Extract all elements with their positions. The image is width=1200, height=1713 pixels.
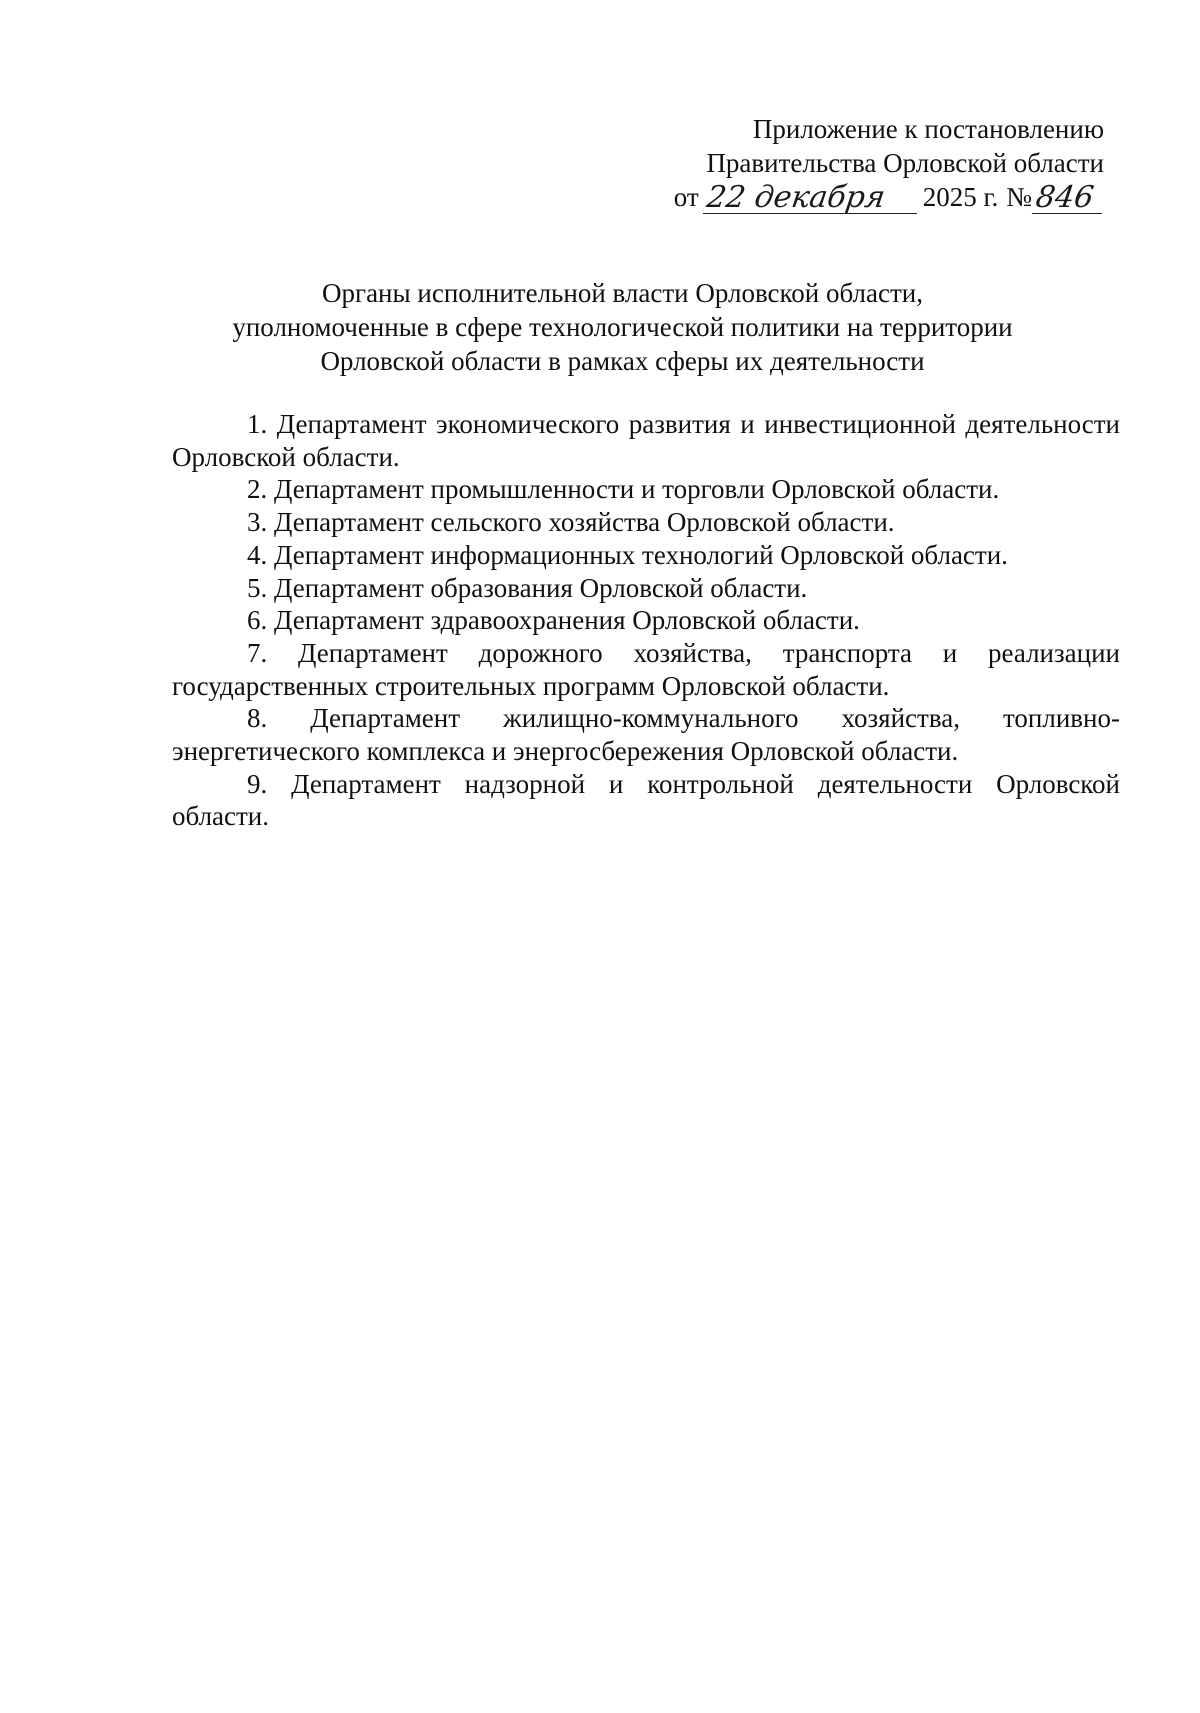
list-item: 3. Департамент сельского хозяйства Орловской области. xyxy=(247,507,895,538)
title-line-1: Органы исполнительной власти Орловской области, xyxy=(322,278,923,308)
document-title xyxy=(170,276,1075,378)
list-item: 1. Департамент экономического развития и инвестиционной деятельности Орловской области. xyxy=(172,409,1120,472)
date-year: 2025 г. xyxy=(922,182,999,212)
list-item: 7. Департамент дорожного хозяйства, транспорта и реализации государственных строительных программ Орловской области. xyxy=(172,637,1120,701)
number-sign: № xyxy=(1006,182,1032,212)
list-item: 9. Департамент надзорной и контрольной деятельности Орловской области. xyxy=(172,768,1120,832)
appendix-header xyxy=(644,112,1104,214)
list-item: 2. Департамент промышленности и торговли Орловской области. xyxy=(247,474,1000,505)
date-prefix: от xyxy=(673,182,699,212)
list-item: 4. Департамент информационных технологий Орловской области. xyxy=(247,539,1008,570)
appendix-line-1: Приложение к постановлению xyxy=(752,114,1104,144)
handwritten-date: 22 декабря xyxy=(703,183,921,214)
list-item: 8. Департамент жилищно-коммунального хозяйства, топливно-энергетического комплекса и энергосбережения Орловской области. xyxy=(172,703,1120,767)
title-line-3: Орловской области в рамках сферы их деятельности xyxy=(320,346,925,376)
appendix-date-line xyxy=(644,180,1104,214)
handwritten-number: 846 xyxy=(1032,183,1106,214)
appendix-line-2: Правительства Орловской области xyxy=(706,148,1104,178)
title-line-2: уполномоченные в сфере технологической политики на территории xyxy=(232,312,1013,342)
list-item: 6. Департамент здравоохранения Орловской области. xyxy=(247,605,860,636)
list-item: 5. Департамент образования Орловской области. xyxy=(247,572,808,603)
departments-list xyxy=(172,408,1120,833)
